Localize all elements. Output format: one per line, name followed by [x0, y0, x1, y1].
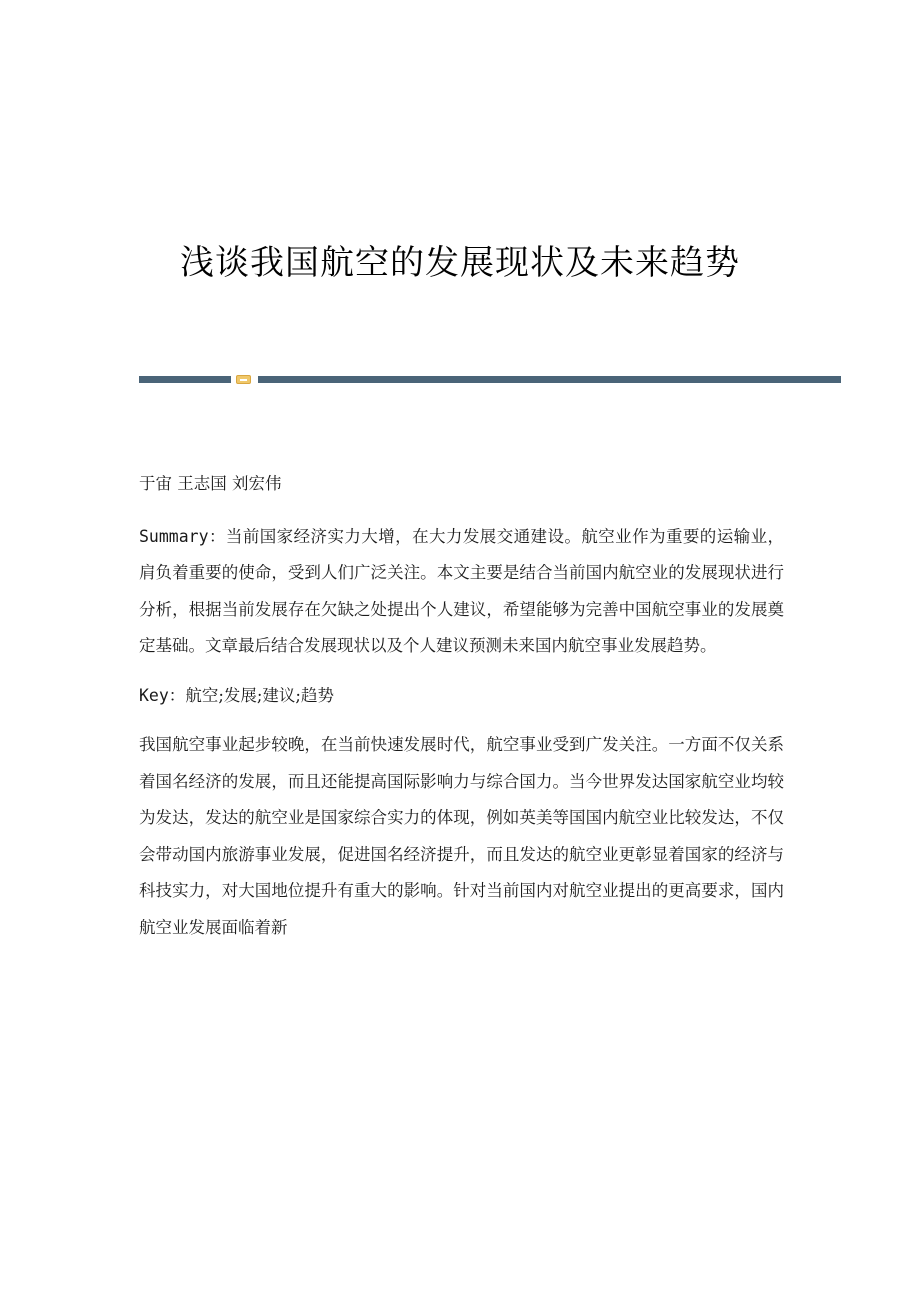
body-paragraph: 我国航空事业起步较晚，在当前快速发展时代，航空事业受到广发关注。一方面不仅关系着国名经济的发展，而且还能提高国际影响力与综合国力。当今世界发达国家航空业均较为发达，发达的航空业是国家综合实力的体现，例如英美等国国内航空业比较发达，不仅会带动国内旅游事业发展，促进国名经济提升，而且发达的航空业更彰显着国家的经济与科技实力，对大国地位提升有重大的影响。针对当前国内对航空业提出的更高要求，国内航空业发展面临着新	[139, 735, 784, 937]
summary-label: Summary：	[139, 526, 226, 546]
summary-text: 当前国家经济实力大增，在大力发展交通建设。航空业作为重要的运输业，肩负着重要的使命，受到人们广泛关注。本文主要是结合当前国内航空业的发展现状进行分析，根据当前发展存在欠缺之处提出个人建议，希望能够为完善中国航空事业的发展奠定基础。文章最后结合发展现状以及个人建议预测未来国内航空事业发展趋势。	[139, 526, 784, 655]
keywords-label: Key：	[139, 685, 186, 705]
document-title: 浅谈我国航空的发展现状及未来趋势	[180, 242, 740, 283]
divider-ornament-icon	[236, 375, 251, 384]
document-body	[139, 466, 784, 959]
divider-bar-left	[139, 376, 231, 383]
keywords-line	[139, 678, 784, 715]
authors-line: 于宙 王志国 刘宏伟	[139, 474, 282, 493]
keywords-text: 航空;发展;建议;趋势	[185, 685, 334, 705]
title-divider	[139, 375, 841, 384]
summary-paragraph	[139, 519, 784, 665]
divider-bar-right	[258, 376, 841, 383]
